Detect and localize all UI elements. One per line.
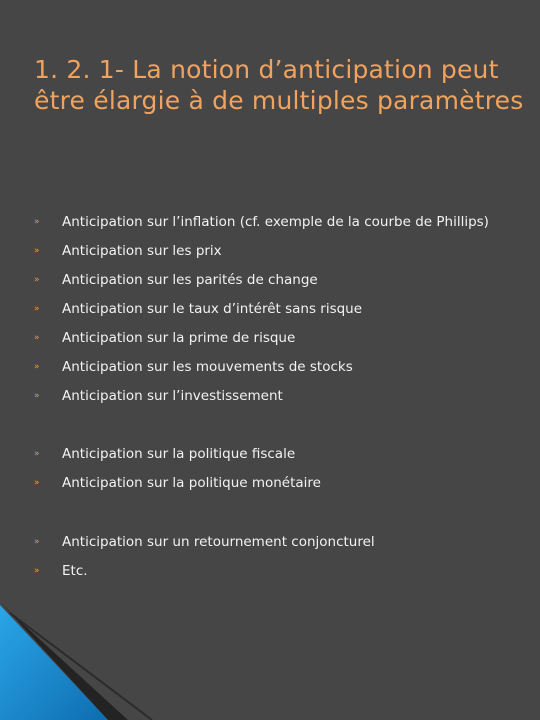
- double-chevron-bullet-icon: »: [34, 303, 40, 314]
- bullet-item: [34, 299, 362, 319]
- bullet-text: Anticipation sur les prix: [62, 243, 222, 259]
- double-chevron-bullet-icon: »: [34, 536, 40, 547]
- bullet-item: [34, 357, 353, 377]
- bullet-item: [34, 444, 295, 464]
- bullet-text: Anticipation sur l’inflation (cf. exemple de la courbe de Phillips): [62, 214, 489, 230]
- double-chevron-bullet-icon: »: [34, 477, 40, 488]
- bullet-item: [34, 473, 321, 493]
- bullet-item: [34, 212, 489, 232]
- slide-title: 1. 2. 1- La notion d’anticipation peut être élargie à de multiples paramètres: [34, 55, 524, 115]
- double-chevron-bullet-icon: »: [34, 361, 40, 372]
- double-chevron-bullet-icon: »: [34, 245, 40, 256]
- bullet-text: Anticipation sur la politique fiscale: [62, 446, 296, 462]
- bullet-item: [34, 386, 283, 406]
- bullet-text: Anticipation sur la politique monétaire: [62, 475, 321, 491]
- corner-edge-line: [10, 613, 152, 720]
- double-chevron-bullet-icon: »: [34, 448, 40, 459]
- bullet-item: [34, 270, 318, 290]
- double-chevron-bullet-icon: »: [34, 565, 40, 576]
- bullet-text: Anticipation sur l’investissement: [62, 388, 283, 404]
- bullet-item: [34, 328, 295, 348]
- double-chevron-bullet-icon: »: [34, 332, 40, 343]
- bullet-text: Anticipation sur le taux d’intérêt sans risque: [62, 301, 363, 317]
- double-chevron-bullet-icon: »: [34, 390, 40, 401]
- corner-blue-triangle: [0, 605, 108, 720]
- bullet-text: Anticipation sur un retournement conjoncturel: [62, 534, 375, 550]
- bullet-text: Anticipation sur la prime de risque: [62, 330, 296, 346]
- bullet-text: Anticipation sur les mouvements de stocks: [62, 359, 353, 375]
- bullet-item: [34, 561, 88, 581]
- double-chevron-bullet-icon: »: [34, 216, 40, 227]
- corner-dark-sliver: [0, 602, 128, 720]
- double-chevron-bullet-icon: »: [34, 274, 40, 285]
- bullet-text: Anticipation sur les parités de change: [62, 272, 318, 288]
- bullet-text: Etc.: [62, 563, 88, 579]
- bullet-item: [34, 241, 222, 261]
- bullet-item: [34, 532, 375, 552]
